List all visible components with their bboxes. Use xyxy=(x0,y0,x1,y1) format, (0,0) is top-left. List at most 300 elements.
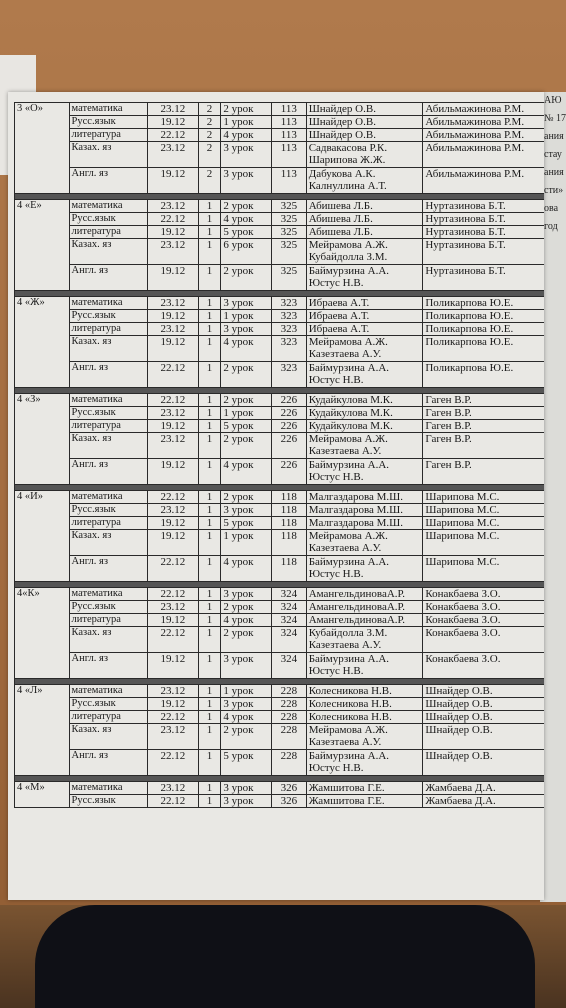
count-cell: 1 xyxy=(198,265,221,291)
lesson-cell: 6 урок xyxy=(221,239,272,265)
room-cell: 226 xyxy=(271,420,306,433)
observer-cell: Жамбаева Д.А. xyxy=(423,782,544,795)
teacher-name: Ибраева А.Т. xyxy=(308,323,370,335)
teacher-name: Абишева Л.Б. xyxy=(308,213,373,225)
room-cell: 113 xyxy=(271,142,306,168)
room-cell: 323 xyxy=(271,362,306,388)
subject-cell: Русс.язык xyxy=(69,795,148,808)
count-cell: 1 xyxy=(198,698,221,711)
date-cell: 19.12 xyxy=(148,420,199,433)
observer-cell: Шнайдер О.В. xyxy=(423,698,544,711)
observer-cell: Шарипова М.С. xyxy=(423,530,544,556)
lesson-cell: 4 урок xyxy=(221,336,272,362)
teacher-cell xyxy=(306,627,423,653)
lesson-cell: 3 урок xyxy=(221,795,272,808)
teacher-name: Ибраева А.Т. xyxy=(308,297,370,309)
table-row xyxy=(15,782,545,795)
teacher-name: Баймурзина А.А. xyxy=(308,653,390,665)
room-cell: 228 xyxy=(271,724,306,750)
teacher-cell xyxy=(306,433,423,459)
date-cell: 19.12 xyxy=(148,614,199,627)
teacher-name: Баймурзина А.А. xyxy=(308,265,390,277)
table-row xyxy=(15,226,545,239)
subject-cell: Англ. яз xyxy=(69,750,148,776)
date-cell: 23.12 xyxy=(148,142,199,168)
teacher-name: Ибраева А.Т. xyxy=(308,310,370,322)
teacher-cell xyxy=(306,323,423,336)
teacher-cell xyxy=(306,116,423,129)
room-cell: 118 xyxy=(271,491,306,504)
teacher-name: Юстус Н.В. xyxy=(308,374,364,386)
observer-cell: Конакбаева З.О. xyxy=(423,614,544,627)
date-cell: 19.12 xyxy=(148,653,199,679)
count-cell: 1 xyxy=(198,504,221,517)
teacher-cell xyxy=(306,504,423,517)
room-cell: 326 xyxy=(271,782,306,795)
class-name-cell: 4 «Л» xyxy=(15,685,70,776)
adjacent-sheet-fragment: стау xyxy=(544,149,562,160)
table-row xyxy=(15,530,545,556)
table-row xyxy=(15,698,545,711)
count-cell: 2 xyxy=(198,168,221,194)
subject-cell: Англ. яз xyxy=(69,653,148,679)
teacher-name: Абишева Л.Б. xyxy=(308,226,373,238)
room-cell: 226 xyxy=(271,407,306,420)
date-cell: 23.12 xyxy=(148,297,199,310)
teacher-cell xyxy=(306,491,423,504)
room-cell: 228 xyxy=(271,685,306,698)
lesson-cell: 4 урок xyxy=(221,459,272,485)
count-cell: 1 xyxy=(198,614,221,627)
lesson-cell: 2 урок xyxy=(221,200,272,213)
count-cell: 1 xyxy=(198,750,221,776)
date-cell: 23.12 xyxy=(148,724,199,750)
room-cell: 113 xyxy=(271,168,306,194)
teacher-name: Колесникова Н.В. xyxy=(308,711,392,723)
table-row xyxy=(15,265,545,291)
lesson-cell: 3 урок xyxy=(221,782,272,795)
count-cell: 1 xyxy=(198,601,221,614)
observer-cell: Абильмажинова Р.М. xyxy=(423,116,544,129)
lesson-cell: 2 урок xyxy=(221,627,272,653)
date-cell: 19.12 xyxy=(148,517,199,530)
date-cell: 22.12 xyxy=(148,711,199,724)
teacher-cell xyxy=(306,556,423,582)
date-cell: 19.12 xyxy=(148,116,199,129)
count-cell: 1 xyxy=(198,239,221,265)
teacher-cell xyxy=(306,420,423,433)
observer-cell: Нуртазинова Б.Т. xyxy=(423,265,544,291)
count-cell: 1 xyxy=(198,491,221,504)
subject-cell: литература xyxy=(69,323,148,336)
room-cell: 118 xyxy=(271,504,306,517)
teacher-name: Мейрамова А.Ж. xyxy=(308,724,388,736)
count-cell: 1 xyxy=(198,459,221,485)
date-cell: 22.12 xyxy=(148,750,199,776)
observer-cell: Абильмажинова Р.М. xyxy=(423,103,544,116)
count-cell: 2 xyxy=(198,129,221,142)
teacher-name: Кудайкулова М.К. xyxy=(308,407,393,419)
subject-cell: математика xyxy=(69,782,148,795)
lesson-cell: 5 урок xyxy=(221,420,272,433)
teacher-cell xyxy=(306,297,423,310)
table-row xyxy=(15,614,545,627)
room-cell: 323 xyxy=(271,323,306,336)
count-cell: 1 xyxy=(198,336,221,362)
lesson-cell: 3 урок xyxy=(221,504,272,517)
date-cell: 22.12 xyxy=(148,213,199,226)
date-cell: 19.12 xyxy=(148,459,199,485)
observer-cell: Конакбаева З.О. xyxy=(423,588,544,601)
teacher-name: Мейрамова А.Ж. xyxy=(308,239,388,251)
teacher-name: Шнайдер О.В. xyxy=(308,103,376,115)
teacher-name: Жамшитова Г.Е. xyxy=(308,782,385,794)
lesson-cell: 5 урок xyxy=(221,517,272,530)
adjacent-sheet-fragment: сти» xyxy=(544,185,564,196)
teacher-cell xyxy=(306,226,423,239)
table-row xyxy=(15,601,545,614)
count-cell: 1 xyxy=(198,556,221,582)
subject-cell: Русс.язык xyxy=(69,213,148,226)
teacher-name: Казезтаева А.У. xyxy=(308,445,382,457)
teacher-name: АмангельдиноваА.Р. xyxy=(308,601,406,613)
room-cell: 325 xyxy=(271,226,306,239)
teacher-cell xyxy=(306,129,423,142)
table-row xyxy=(15,297,545,310)
date-cell: 23.12 xyxy=(148,782,199,795)
observer-cell: Конакбаева З.О. xyxy=(423,601,544,614)
class-name-cell: 4 «М» xyxy=(15,782,70,808)
teacher-name: Шнайдер О.В. xyxy=(308,129,376,141)
observer-cell: Конакбаева З.О. xyxy=(423,627,544,653)
count-cell: 1 xyxy=(198,420,221,433)
teacher-cell xyxy=(306,750,423,776)
table-row xyxy=(15,795,545,808)
subject-cell: Казах. яз xyxy=(69,627,148,653)
subject-cell: математика xyxy=(69,588,148,601)
date-cell: 23.12 xyxy=(148,601,199,614)
teacher-cell xyxy=(306,614,423,627)
lesson-cell: 1 урок xyxy=(221,310,272,323)
lesson-cell: 3 урок xyxy=(221,698,272,711)
adjacent-sheet-fragment: № 17 xyxy=(544,113,566,124)
date-cell: 22.12 xyxy=(148,556,199,582)
table-row xyxy=(15,407,545,420)
teacher-name: Малгаздарова М.Ш. xyxy=(308,504,404,516)
lesson-cell: 4 урок xyxy=(221,213,272,226)
room-cell: 325 xyxy=(271,239,306,265)
date-cell: 19.12 xyxy=(148,168,199,194)
room-cell: 324 xyxy=(271,653,306,679)
subject-cell: Казах. яз xyxy=(69,142,148,168)
subject-cell: математика xyxy=(69,394,148,407)
teacher-cell xyxy=(306,459,423,485)
lesson-cell: 3 урок xyxy=(221,588,272,601)
table-row xyxy=(15,142,545,168)
date-cell: 22.12 xyxy=(148,362,199,388)
teacher-cell xyxy=(306,265,423,291)
date-cell: 22.12 xyxy=(148,129,199,142)
subject-cell: литература xyxy=(69,420,148,433)
lesson-cell: 4 урок xyxy=(221,129,272,142)
lesson-cell: 1 урок xyxy=(221,685,272,698)
subject-cell: математика xyxy=(69,685,148,698)
room-cell: 226 xyxy=(271,433,306,459)
observer-cell: Шнайдер О.В. xyxy=(423,711,544,724)
count-cell: 1 xyxy=(198,795,221,808)
subject-cell: Казах. яз xyxy=(69,724,148,750)
subject-cell: Англ. яз xyxy=(69,265,148,291)
subject-cell: литература xyxy=(69,614,148,627)
observer-cell: Жамбаева Д.А. xyxy=(423,795,544,808)
count-cell: 1 xyxy=(198,362,221,388)
teacher-name: Казезтаева А.У. xyxy=(308,348,382,360)
date-cell: 23.12 xyxy=(148,239,199,265)
teacher-name: Кудайкулова М.К. xyxy=(308,394,393,406)
lesson-cell: 2 урок xyxy=(221,394,272,407)
subject-cell: Казах. яз xyxy=(69,336,148,362)
teacher-name: Кубайдолла З.М. xyxy=(308,251,388,263)
table-row xyxy=(15,459,545,485)
count-cell: 1 xyxy=(198,517,221,530)
date-cell: 23.12 xyxy=(148,504,199,517)
teacher-name: Шнайдер О.В. xyxy=(308,116,376,128)
count-cell: 2 xyxy=(198,116,221,129)
teacher-cell xyxy=(306,711,423,724)
table-row xyxy=(15,556,545,582)
class-name-cell: 4 «З» xyxy=(15,394,70,485)
observer-cell: Поликарпова Ю.Е. xyxy=(423,297,544,310)
observer-cell: Гаген В.Р. xyxy=(423,433,544,459)
room-cell: 118 xyxy=(271,556,306,582)
teacher-name: Жамшитова Г.Е. xyxy=(308,795,385,807)
teacher-name: Кубайдолла З.М. xyxy=(308,627,388,639)
room-cell: 228 xyxy=(271,711,306,724)
lesson-cell: 3 урок xyxy=(221,653,272,679)
teacher-name: Калнуллина А.Т. xyxy=(308,180,387,192)
observer-cell: Поликарпова Ю.Е. xyxy=(423,323,544,336)
date-cell: 22.12 xyxy=(148,795,199,808)
table-row xyxy=(15,491,545,504)
lesson-cell: 5 урок xyxy=(221,750,272,776)
adjacent-sheet-fragment: ова xyxy=(544,203,559,214)
room-cell: 228 xyxy=(271,750,306,776)
lesson-cell: 2 урок xyxy=(221,491,272,504)
teacher-name: Юстус Н.В. xyxy=(308,762,364,774)
observer-cell: Поликарпова Ю.Е. xyxy=(423,310,544,323)
teacher-name: Баймурзина А.А. xyxy=(308,362,390,374)
lesson-cell: 4 урок xyxy=(221,614,272,627)
observer-cell: Абильмажинова Р.М. xyxy=(423,168,544,194)
subject-cell: математика xyxy=(69,103,148,116)
date-cell: 23.12 xyxy=(148,433,199,459)
room-cell: 226 xyxy=(271,459,306,485)
table-row xyxy=(15,103,545,116)
table-row xyxy=(15,239,545,265)
lesson-cell: 3 урок xyxy=(221,323,272,336)
chair-back xyxy=(35,905,535,1008)
observer-cell: Нуртазинова Б.Т. xyxy=(423,200,544,213)
table-row xyxy=(15,323,545,336)
date-cell: 23.12 xyxy=(148,407,199,420)
teacher-cell xyxy=(306,653,423,679)
subject-cell: Русс.язык xyxy=(69,601,148,614)
count-cell: 1 xyxy=(198,394,221,407)
room-cell: 323 xyxy=(271,336,306,362)
teacher-name: Юстус Н.В. xyxy=(308,665,364,677)
lesson-cell: 4 урок xyxy=(221,711,272,724)
observer-cell: Гаген В.Р. xyxy=(423,420,544,433)
observer-cell: Нуртазинова Б.Т. xyxy=(423,213,544,226)
count-cell: 1 xyxy=(198,530,221,556)
room-cell: 324 xyxy=(271,588,306,601)
teacher-cell xyxy=(306,782,423,795)
lesson-cell: 2 урок xyxy=(221,433,272,459)
teacher-cell xyxy=(306,336,423,362)
schedule-table xyxy=(14,102,544,808)
date-cell: 22.12 xyxy=(148,394,199,407)
observer-cell: Шарипова М.С. xyxy=(423,556,544,582)
subject-cell: Казах. яз xyxy=(69,239,148,265)
count-cell: 1 xyxy=(198,297,221,310)
teacher-name: Кудайкулова М.К. xyxy=(308,420,393,432)
teacher-name: Колесникова Н.В. xyxy=(308,698,392,710)
teacher-name: Казезтаева А.У. xyxy=(308,542,382,554)
count-cell: 1 xyxy=(198,711,221,724)
table-row xyxy=(15,517,545,530)
count-cell: 2 xyxy=(198,142,221,168)
observer-cell: Нуртазинова Б.Т. xyxy=(423,239,544,265)
teacher-name: Баймурзина А.А. xyxy=(308,750,390,762)
table-row xyxy=(15,362,545,388)
date-cell: 23.12 xyxy=(148,685,199,698)
class-name-cell: 4 «Е» xyxy=(15,200,70,291)
room-cell: 324 xyxy=(271,614,306,627)
lesson-cell: 1 урок xyxy=(221,407,272,420)
observer-cell: Гаген В.Р. xyxy=(423,407,544,420)
observer-cell: Гаген В.Р. xyxy=(423,459,544,485)
subject-cell: Русс.язык xyxy=(69,310,148,323)
adjacent-sheet-fragment: ания xyxy=(544,167,564,178)
date-cell: 23.12 xyxy=(148,200,199,213)
observer-cell: Шнайдер О.В. xyxy=(423,685,544,698)
date-cell: 23.12 xyxy=(148,103,199,116)
table-row xyxy=(15,504,545,517)
teacher-cell xyxy=(306,724,423,750)
count-cell: 1 xyxy=(198,200,221,213)
table-row xyxy=(15,168,545,194)
subject-cell: математика xyxy=(69,491,148,504)
teacher-name: Мейрамова А.Ж. xyxy=(308,433,388,445)
room-cell: 325 xyxy=(271,200,306,213)
subject-cell: математика xyxy=(69,297,148,310)
observer-cell: Конакбаева З.О. xyxy=(423,653,544,679)
teacher-cell xyxy=(306,588,423,601)
lesson-cell: 3 урок xyxy=(221,168,272,194)
observer-cell: Гаген В.Р. xyxy=(423,394,544,407)
date-cell: 19.12 xyxy=(148,265,199,291)
table-row xyxy=(15,627,545,653)
teacher-name: АмангельдиноваА.Р. xyxy=(308,614,406,626)
teacher-name: Мейрамова А.Ж. xyxy=(308,530,388,542)
observer-cell: Абильмажинова Р.М. xyxy=(423,142,544,168)
room-cell: 323 xyxy=(271,297,306,310)
subject-cell: Русс.язык xyxy=(69,116,148,129)
date-cell: 19.12 xyxy=(148,226,199,239)
count-cell: 1 xyxy=(198,782,221,795)
table-row xyxy=(15,394,545,407)
room-cell: 113 xyxy=(271,116,306,129)
teacher-name: Шарипова Ж.Ж. xyxy=(308,154,386,166)
room-cell: 324 xyxy=(271,601,306,614)
room-cell: 228 xyxy=(271,698,306,711)
class-name-cell: 4«К» xyxy=(15,588,70,679)
teacher-cell xyxy=(306,168,423,194)
lesson-cell: 3 урок xyxy=(221,142,272,168)
subject-cell: Англ. яз xyxy=(69,556,148,582)
observer-cell: Шарипова М.С. xyxy=(423,491,544,504)
room-cell: 113 xyxy=(271,103,306,116)
subject-cell: Казах. яз xyxy=(69,530,148,556)
adjacent-sheet-fragment: АЮ xyxy=(544,95,562,106)
date-cell: 22.12 xyxy=(148,491,199,504)
count-cell: 1 xyxy=(198,627,221,653)
table-row xyxy=(15,724,545,750)
lesson-cell: 2 урок xyxy=(221,265,272,291)
count-cell: 1 xyxy=(198,588,221,601)
subject-cell: литература xyxy=(69,711,148,724)
count-cell: 1 xyxy=(198,310,221,323)
subject-cell: математика xyxy=(69,200,148,213)
count-cell: 1 xyxy=(198,685,221,698)
observer-cell: Поликарпова Ю.Е. xyxy=(423,362,544,388)
observer-cell: Шарипова М.С. xyxy=(423,517,544,530)
teacher-cell xyxy=(306,601,423,614)
adjacent-sheet-fragment: ания xyxy=(544,131,564,142)
table-row xyxy=(15,685,545,698)
teacher-name: Юстус Н.В. xyxy=(308,568,364,580)
observer-cell: Поликарпова Ю.Е. xyxy=(423,336,544,362)
teacher-cell xyxy=(306,517,423,530)
teacher-cell xyxy=(306,685,423,698)
subject-cell: литература xyxy=(69,226,148,239)
teacher-name: Малгаздарова М.Ш. xyxy=(308,517,404,529)
subject-cell: Русс.язык xyxy=(69,504,148,517)
teacher-cell xyxy=(306,103,423,116)
lesson-cell: 2 урок xyxy=(221,362,272,388)
date-cell: 23.12 xyxy=(148,323,199,336)
teacher-cell xyxy=(306,698,423,711)
teacher-cell xyxy=(306,213,423,226)
observer-cell: Шнайдер О.В. xyxy=(423,750,544,776)
date-cell: 19.12 xyxy=(148,336,199,362)
lesson-cell: 1 урок xyxy=(221,116,272,129)
subject-cell: литература xyxy=(69,129,148,142)
lesson-cell: 4 урок xyxy=(221,556,272,582)
teacher-cell xyxy=(306,394,423,407)
table-row xyxy=(15,420,545,433)
subject-cell: Русс.язык xyxy=(69,698,148,711)
lesson-cell: 2 урок xyxy=(221,724,272,750)
teacher-name: Абишева Л.Б. xyxy=(308,200,373,212)
date-cell: 19.12 xyxy=(148,698,199,711)
table-row xyxy=(15,116,545,129)
lesson-cell: 3 урок xyxy=(221,297,272,310)
teacher-name: Колесникова Н.В. xyxy=(308,685,392,697)
table-row xyxy=(15,129,545,142)
date-cell: 19.12 xyxy=(148,310,199,323)
teacher-name: Казезтаева А.У. xyxy=(308,736,382,748)
